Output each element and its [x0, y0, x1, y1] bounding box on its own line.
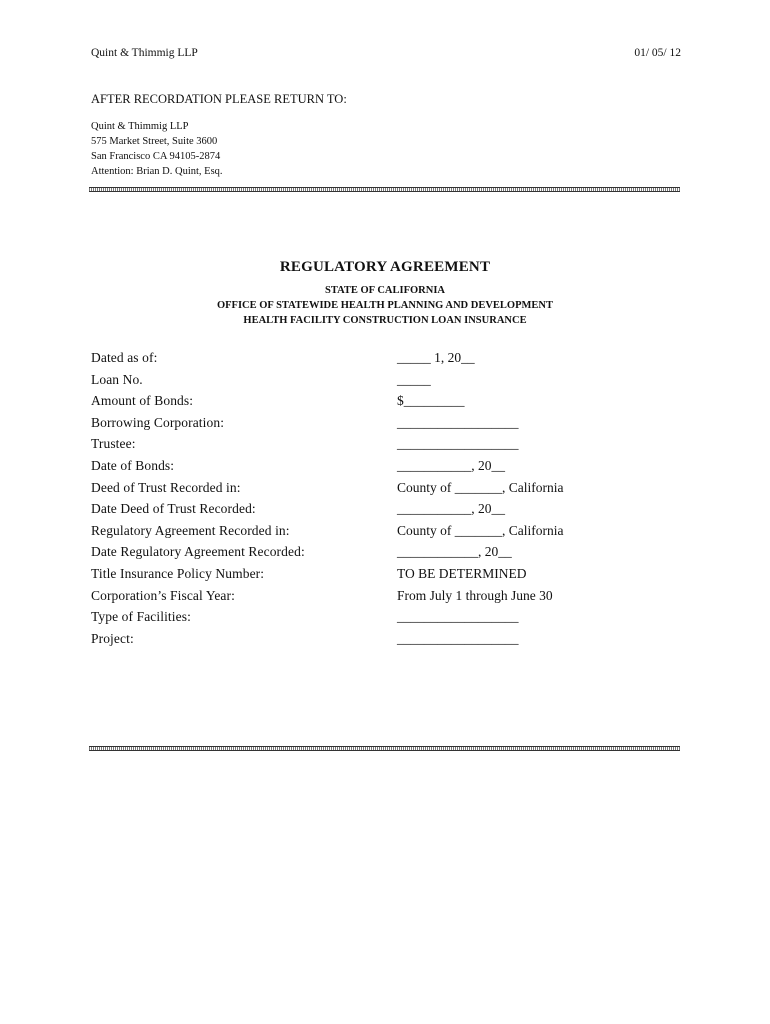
subtitle-program: HEALTH FACILITY CONSTRUCTION LOAN INSURANCE — [243, 315, 527, 326]
field-value: From July 1 through June 30 — [397, 587, 553, 603]
field-row — [91, 415, 691, 437]
return-address-line: Attention: Brian D. Quint, Esq. — [91, 166, 223, 177]
field-value: ____________, 20__ — [397, 544, 512, 560]
field-value: ___________, 20__ — [397, 501, 505, 517]
field-row — [91, 501, 691, 523]
field-label: Amount of Bonds: — [91, 393, 194, 409]
field-row — [91, 609, 691, 631]
field-row — [91, 566, 691, 588]
field-value: County of _______, California — [397, 522, 564, 538]
header-firm-name: Quint & Thimmig LLP — [91, 47, 198, 59]
field-value: __________________ — [397, 630, 519, 646]
field-label: Regulatory Agreement Recorded in: — [91, 522, 290, 538]
header-date: 01/ 05/ 12 — [634, 47, 681, 59]
field-value: ___________, 20__ — [397, 457, 505, 473]
field-value: __________________ — [397, 436, 519, 452]
field-label: Borrowing Corporation: — [91, 414, 225, 430]
field-row — [91, 458, 691, 480]
field-value: __________________ — [397, 609, 519, 625]
field-value: _____ 1, 20__ — [397, 350, 475, 365]
field-value: _____ — [397, 371, 431, 387]
field-value: $_________ — [397, 393, 465, 409]
field-row — [91, 393, 691, 415]
field-row — [91, 588, 691, 610]
field-value: __________________ — [397, 414, 519, 430]
field-row — [91, 544, 691, 566]
return-address — [91, 119, 223, 179]
return-address-line: Quint & Thimmig LLP — [91, 121, 189, 132]
subtitle-state: STATE OF CALIFORNIA — [325, 285, 445, 296]
field-value: TO BE DETERMINED — [397, 565, 527, 581]
field-label: Loan No. — [91, 371, 143, 387]
field-row — [91, 436, 691, 458]
field-label: Date of Bonds: — [91, 457, 175, 473]
field-label: Deed of Trust Recorded in: — [91, 479, 241, 495]
field-label: Date Deed of Trust Recorded: — [91, 501, 256, 517]
field-row — [91, 372, 691, 394]
field-label: Corporation’s Fiscal Year: — [91, 587, 235, 603]
field-label: Trustee: — [91, 436, 136, 452]
field-list — [91, 350, 691, 652]
document-title: REGULATORY AGREEMENT — [279, 259, 491, 275]
subtitle-office: OFFICE OF STATEWIDE HEALTH PLANNING AND DEVELOPMENT — [216, 300, 554, 311]
field-row — [91, 631, 691, 653]
return-address-line: 575 Market Street, Suite 3600 — [91, 136, 218, 147]
return-address-line: San Francisco CA 94105-2874 — [91, 151, 221, 162]
bottom-divider — [89, 746, 680, 751]
return-heading: AFTER RECORDATION PLEASE RETURN TO: — [91, 92, 347, 106]
field-label: Date Regulatory Agreement Recorded: — [91, 544, 305, 560]
field-label: Type of Facilities: — [91, 609, 191, 625]
field-label: Title Insurance Policy Number: — [91, 565, 265, 581]
top-divider — [89, 187, 680, 192]
field-row — [91, 350, 691, 372]
field-label: Project: — [91, 630, 134, 646]
field-label: Dated as of: — [91, 350, 158, 365]
field-row — [91, 480, 691, 502]
field-row — [91, 523, 691, 545]
field-value: County of _______, California — [397, 479, 564, 495]
